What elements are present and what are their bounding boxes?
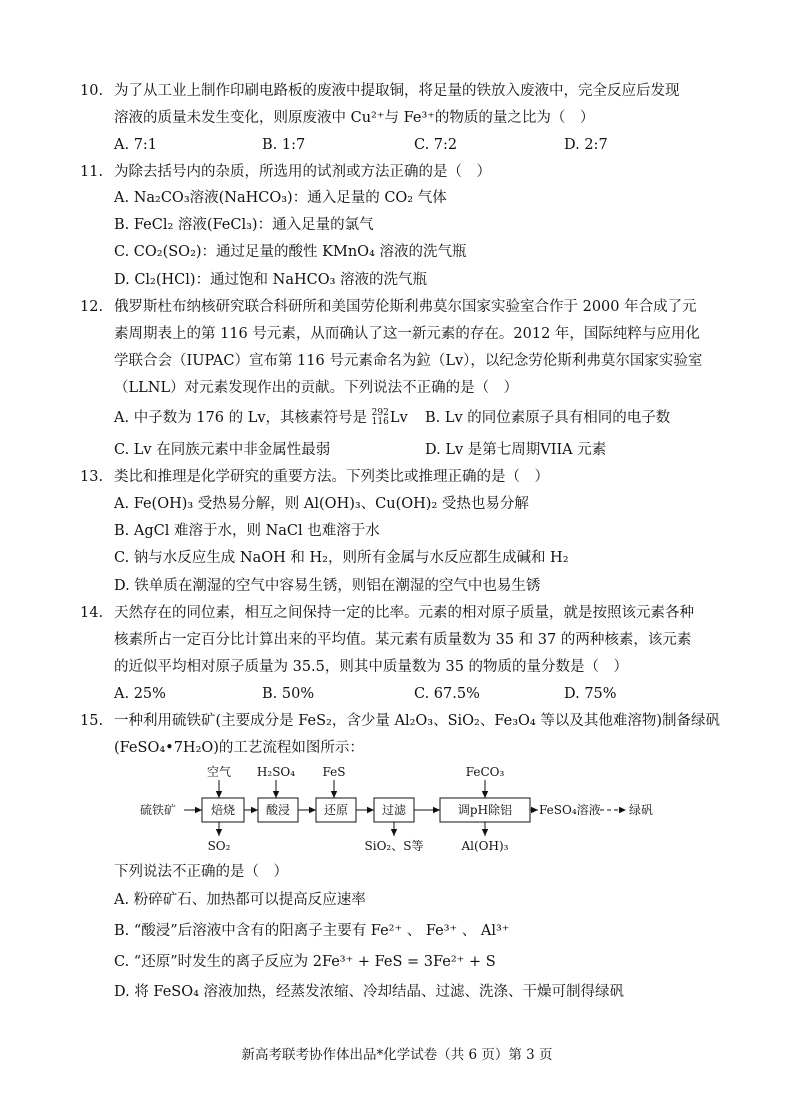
flow-output-sio2-s: SiO₂、S等: [364, 839, 424, 853]
q12-stem-line1: 俄罗斯杜布纳核研究联合科研所和美国劳伦斯利弗莫尔国家实验室合作于 2000 年合成了元: [114, 299, 697, 315]
q12-number: 12.: [80, 299, 104, 315]
q15-option-b: B. “酸浸”后溶液中含有的阳离子主要有 Fe²⁺ 、 Fe³⁺ 、 Al³⁺: [114, 923, 510, 939]
flow-final-green-vitriol: 绿矾: [629, 803, 654, 817]
q12-option-a-text: A. 中子数为 176 的 Lv，其核素符号是: [114, 410, 372, 426]
q15-option-d: D. 将 FeSO₄ 溶液加热，经蒸发浓缩、冷却结晶、过滤、洗涤、干燥可制得绿矾: [114, 984, 625, 1000]
q12-stem-line3: 学联合会（IUPAC）宣布第 116 号元素命名为鉝（Lv），以纪念劳伦斯利弗莫尔国家实验室: [114, 353, 703, 369]
flow-product-feso4: FeSO₄溶液: [539, 803, 601, 817]
q14-stem-line2: 核素所占一定百分比计算出来的平均值。某元素有质量数为 35 和 37 的两种核素，该元素: [114, 632, 692, 648]
q14-option-a: A. 25%: [114, 686, 166, 702]
flow-step-filter: 过滤: [381, 803, 407, 817]
q10-option-c: C. 7:2: [414, 137, 458, 153]
q11-option-d: D. Cl₂(HCl)：通过饱和 NaHCO₃ 溶液的洗气瓶: [114, 272, 428, 288]
q11-number: 11.: [80, 164, 104, 180]
q13-option-c: C. 钠与水反应生成 NaOH 和 H₂，则所有金属与水反应都生成碱和 H₂: [114, 550, 569, 566]
flow-output-aloh3: Al(OH)₃: [461, 839, 509, 853]
q14-number: 14.: [80, 605, 104, 621]
q12-stem-line2: 素周期表上的第 116 号元素，从而确认了这一新元素的存在。2012 年，国际纯粹与应用化: [114, 326, 700, 342]
q10-option-a: A. 7:1: [114, 137, 158, 153]
q13-stem: 类比和推理是化学研究的重要方法。下列类比或推理正确的是（ ）: [114, 469, 549, 485]
q13-number: 13.: [80, 469, 104, 485]
q10-number: 10.: [80, 83, 104, 99]
nuclide-atomic-number: 116: [371, 417, 389, 427]
q15-option-a: A. 粉碎矿石、加热都可以提高反应速率: [114, 892, 366, 908]
q14-stem-line1: 天然存在的同位素，相互之间保持一定的比率。元素的相对原子质量，就是按照该元素各种: [114, 605, 694, 621]
q14-stem-line3: 的近似平均相对原子质量为 35.5，则其中质量数为 35 的物质的量分数是（ ）: [114, 659, 629, 675]
q10-stem-line1: 为了从工业上制作印刷电路板的废液中提取铜，将足量的铁放入废液中，完全反应后发现: [114, 83, 680, 99]
q15-option-c: C. “还原”时发生的离子反应为 2Fe³⁺ + FeS = 3Fe²⁺ + S: [114, 954, 496, 970]
q11-option-b: B. FeCl₂ 溶液(FeCl₃)：通入足量的氯气: [114, 217, 374, 233]
flow-step-roast: 焙烧: [210, 803, 236, 817]
q14-option-d: D. 75%: [564, 686, 617, 702]
nuclide-mass-number: 292: [371, 408, 389, 418]
process-flow-diagram: [140, 762, 660, 858]
q14-option-b: B. 50%: [262, 686, 315, 702]
q11-option-a: A. Na₂CO₃溶液(NaHCO₃)：通入足量的 CO₂ 气体: [114, 190, 447, 206]
q15-stem-line1: 一种利用硫铁矿(主要成分是 FeS₂，含少量 Al₂O₃、SiO₂、Fe₃O₄ 等以及其他难溶物)制备绿矾: [114, 713, 720, 729]
flow-input-fes: FeS: [322, 765, 346, 779]
q13-option-d: D. 铁单质在潮湿的空气中容易生锈，则铝在潮湿的空气中也易生锈: [114, 578, 541, 594]
flow-step-acid-leach: 酸浸: [265, 803, 291, 817]
q14-option-c: C. 67.5%: [414, 686, 480, 702]
nuclide-notation: [372, 409, 389, 427]
flow-output-so2: SO₂: [207, 839, 231, 853]
q10-stem-line2: 溶液的质量未发生变化，则原废液中 Cu²⁺与 Fe³⁺的物质的量之比为（ ）: [114, 110, 595, 126]
q10-option-d: D. 2:7: [564, 137, 608, 153]
q12-stem-line4: （LLNL）对元素发现作出的贡献。下列说法不正确的是（ ）: [114, 380, 519, 396]
q12-option-c: C. Lv 在同族元素中非金属性最弱: [114, 442, 331, 458]
flow-start-label: 硫铁矿: [140, 803, 177, 817]
q11-option-c: C. CO₂(SO₂)：通过足量的酸性 KMnO₄ 溶液的洗气瓶: [114, 244, 467, 260]
flow-input-feco3: FeCO₃: [465, 765, 505, 779]
q13-option-b: B. AgCl 难溶于水，则 NaCl 也难溶于水: [114, 523, 380, 539]
q12-option-d: D. Lv 是第七周期VIIA 元素: [425, 442, 607, 458]
flow-step-adjust-ph: 调pH除铝: [457, 803, 513, 817]
flow-step-reduce: 还原: [323, 803, 349, 817]
page-footer: 新高考联考协作体出品*化学试卷（共 6 页）第 3 页: [241, 1047, 553, 1063]
q10-option-b: B. 1:7: [262, 137, 306, 153]
q15-stem-line2: (FeSO₄•7H₂O)的工艺流程如图所示：: [114, 740, 364, 756]
q15-number: 15.: [80, 713, 104, 729]
q13-option-a: A. Fe(OH)₃ 受热易分解，则 Al(OH)₃、Cu(OH)₂ 受热也易分解: [114, 496, 529, 512]
flow-input-h2so4: H₂SO₄: [256, 765, 296, 779]
q15-question: 下列说法不正确的是（ ）: [114, 864, 288, 880]
flow-input-air: 空气: [206, 765, 232, 779]
q11-stem: 为除去括号内的杂质，所选用的试剂或方法正确的是（ ）: [114, 164, 491, 180]
q12-option-a: [114, 408, 408, 428]
nuclide-symbol: Lv: [389, 410, 408, 426]
q12-option-b: B. Lv 的同位素原子具有相同的电子数: [425, 410, 671, 426]
